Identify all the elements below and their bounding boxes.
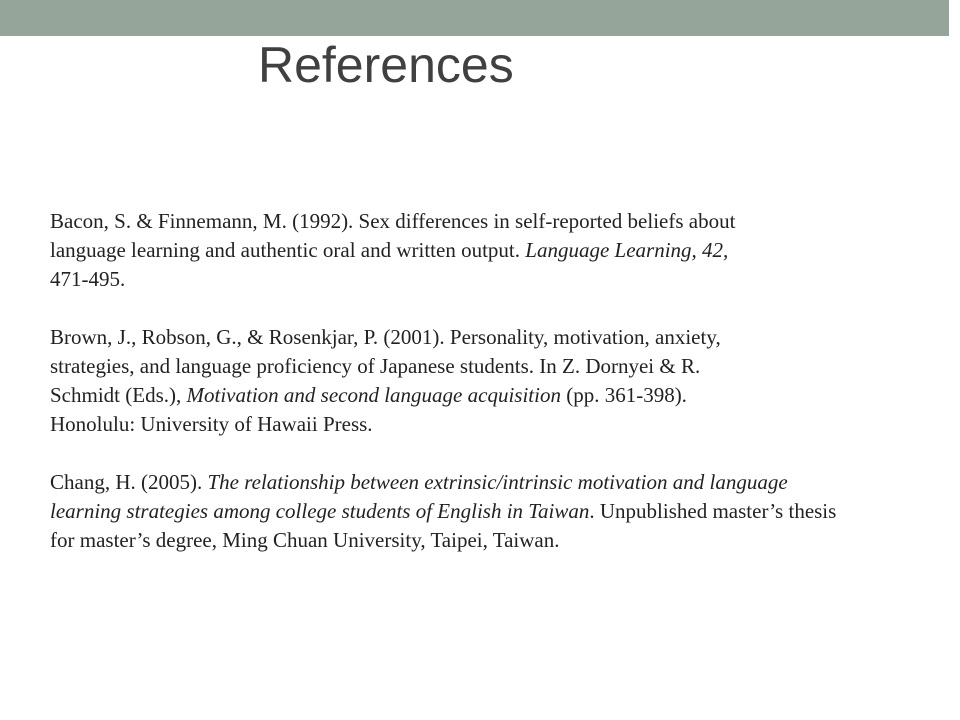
- reference-line: [50, 410, 955, 439]
- reference-line: [50, 381, 955, 410]
- reference-line: [50, 323, 955, 352]
- reference-text: Honolulu: University of Hawaii Press.: [50, 412, 373, 436]
- reference-item: [50, 323, 955, 439]
- reference-text: strategies, and language proficiency of Japanese students. In Z. Dornyei & R.: [50, 354, 701, 378]
- reference-text: Schmidt (Eds.),: [50, 383, 187, 407]
- reference-text: . Unpublished master’s thesis: [589, 499, 837, 523]
- reference-line: [50, 526, 955, 555]
- reference-thesis-title: The relationship between extrinsic/intrinsic motivation and language: [207, 470, 788, 494]
- reference-line: [50, 236, 955, 265]
- references-list: [50, 207, 955, 584]
- reference-item: [50, 468, 955, 555]
- reference-text: Chang, H. (2005).: [50, 470, 208, 494]
- reference-text: (pp. 361-398).: [560, 383, 687, 407]
- reference-line: [50, 207, 955, 236]
- reference-text: for master’s degree, Ming Chuan University, Taipei, Taiwan.: [50, 528, 560, 552]
- reference-thesis-title: learning strategies among college students of English in Taiwan: [50, 499, 590, 523]
- reference-line: [50, 352, 955, 381]
- reference-line: [50, 265, 955, 294]
- reference-journal: Language Learning, 42,: [525, 238, 729, 262]
- reference-book-title: Motivation and second language acquisition: [186, 383, 561, 407]
- reference-text: language learning and authentic oral and written output.: [50, 238, 526, 262]
- reference-line: [50, 468, 955, 497]
- slide-title: References: [258, 37, 514, 93]
- reference-text: Bacon, S. & Finnemann, M. (1992). Sex differences in self-reported beliefs about: [50, 209, 736, 233]
- reference-item: [50, 207, 955, 294]
- reference-text: 471-495.: [50, 267, 126, 291]
- reference-text: Brown, J., Robson, G., & Rosenkjar, P. (2001). Personality, motivation, anxiety,: [50, 325, 721, 349]
- reference-line: [50, 497, 955, 526]
